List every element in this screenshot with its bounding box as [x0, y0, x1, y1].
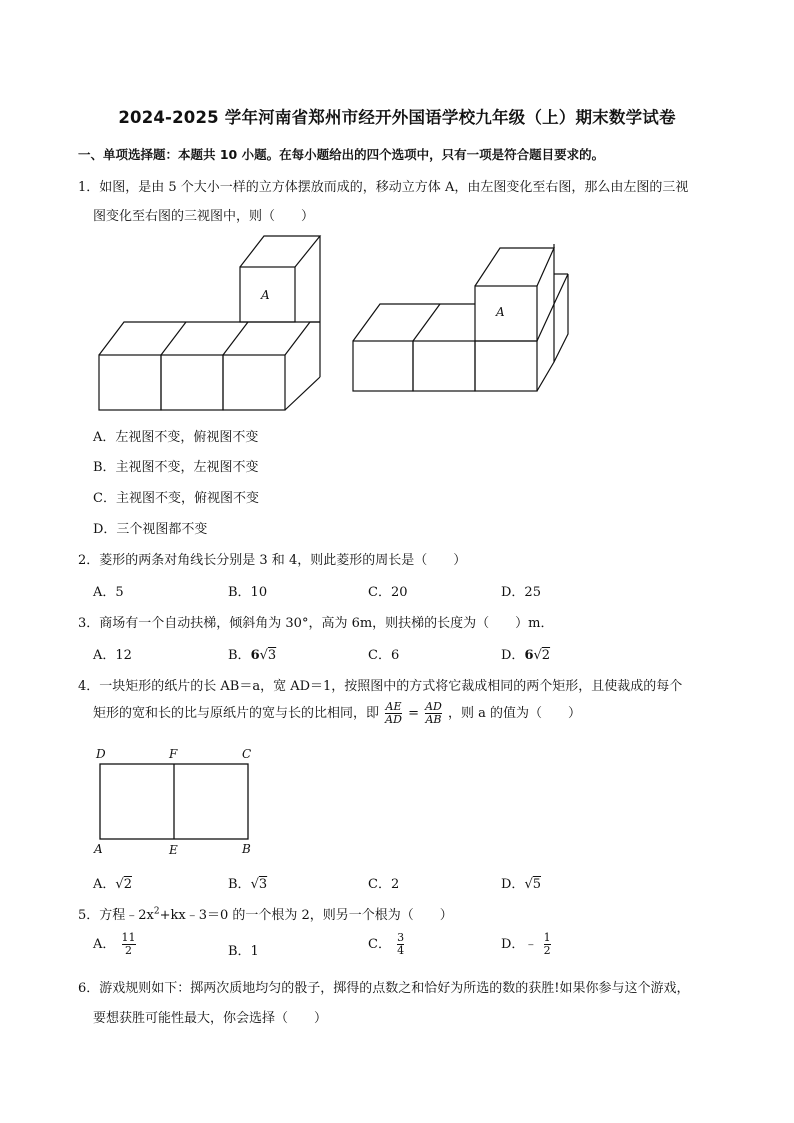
- q4-option-a-radicand: 2: [123, 877, 132, 892]
- q1-option-b: B．主视图不变，左视图不变: [93, 460, 259, 475]
- q4-line1: 4．一块矩形的纸片的长 AB＝a，宽 AD＝1，按照图中的方式将它裁成相同的两个矩形，且使裁成的每个: [78, 679, 683, 694]
- sqrt-symbol: √: [259, 648, 268, 663]
- q3-option-b-prefix: B．: [228, 648, 251, 663]
- q5-option-d-den: 2: [543, 944, 551, 957]
- q3-option-d-coef: 6: [524, 648, 534, 663]
- q1-left-cube-label: A: [261, 288, 270, 302]
- q5-option-a: [93, 932, 138, 957]
- sqrt-symbol: √: [533, 648, 542, 663]
- q3-option-d-radicand: 2: [541, 648, 551, 663]
- q3-option-b: [228, 644, 276, 663]
- sqrt-symbol: √: [115, 877, 124, 892]
- q5-option-a-den: 2: [125, 944, 133, 957]
- section-heading: 一、单项选择题：本题共 10 小题。在每小题给出的四个选项中，只有一项是符合题目要求的。: [78, 147, 605, 162]
- q4-option-c: [368, 873, 399, 892]
- q5-option-c-prefix: C．: [368, 937, 391, 952]
- q4-fraction-2: [425, 701, 442, 726]
- q5-option-d-num: 1: [543, 931, 551, 944]
- q2-option-c: C．20: [368, 585, 408, 600]
- q5-option-a-prefix: A．: [93, 937, 116, 952]
- q4-option-b-prefix: B．: [228, 877, 251, 892]
- q5-option-b: B．1: [228, 944, 259, 959]
- sqrt-symbol: √: [250, 877, 259, 892]
- q4-label-b: B: [242, 842, 251, 856]
- q4-label-c: C: [242, 747, 252, 761]
- page-title: 2024-2025 学年河南省郑州市经开外国语学校九年级（上）期末数学试卷: [118, 108, 676, 127]
- q3-text: 3．商场有一个自动扶梯，倾斜角为 30°，高为 6m，则扶梯的长度为（ ）m．: [78, 616, 554, 631]
- q4-frac1-den: AD: [385, 713, 402, 726]
- q1-option-c: C．主视图不变，俯视图不变: [93, 491, 259, 506]
- q5-option-c-num: 3: [397, 931, 405, 944]
- q3-option-b-coef: 6: [250, 648, 260, 663]
- q5-text-a: 5．方程﹣2x: [78, 908, 154, 923]
- q5-text-b: +kx﹣3＝0 的一个根为 2，则另一个根为（ ）: [159, 908, 453, 923]
- q4-frac2-num: AD: [425, 700, 442, 713]
- q4-line2-suffix: ，则 a 的值为（ ）: [448, 706, 582, 721]
- q4-fraction-1: [385, 701, 402, 726]
- q4-label-d: D: [96, 747, 106, 761]
- q5-text: [78, 904, 453, 923]
- q2-option-b: B．10: [228, 585, 268, 600]
- q5-option-c-den: 4: [397, 944, 405, 957]
- q1-line2: 图变化至右图的三视图中，则（ ）: [93, 209, 315, 224]
- q2-text: 2．菱形的两条对角线长分别是 3 和 4，则此菱形的周长是（ ）: [78, 553, 467, 568]
- q5-option-a-num: 11: [121, 931, 136, 944]
- q3-option-b-radicand: 3: [267, 648, 277, 663]
- q4-option-a: [93, 873, 132, 892]
- q4-option-d: [501, 873, 541, 892]
- q1-figure-left: [94, 232, 326, 414]
- q4-label-e: E: [169, 843, 178, 857]
- q4-label-a: A: [94, 842, 103, 856]
- q4-option-c-prefix: C．: [368, 877, 391, 892]
- sqrt-symbol: √: [524, 877, 533, 892]
- q5-option-c-fraction: [397, 932, 404, 957]
- q4-rectangle-figure: [98, 762, 252, 842]
- q6-line1: 6．游戏规则如下：掷两次质地均匀的骰子，掷得的点数之和恰好为所选的数的获胜!如果你参与这个游戏，: [78, 981, 690, 996]
- q5-option-d-fraction: [544, 932, 551, 957]
- q4-frac2-den: AB: [425, 713, 442, 726]
- q4-option-b: [228, 873, 267, 892]
- q1-line1: 1．如图，是由 5 个大小一样的立方体摆放而成的，移动立方体 A，由左图变化至右图，那么由左图的三视: [78, 180, 689, 195]
- q1-figure-right: [348, 244, 574, 394]
- q4-line2: [93, 701, 581, 726]
- q5-option-d-prefix: D．﹣: [501, 937, 538, 952]
- q4-equals: =: [408, 706, 419, 721]
- q3-option-d-prefix: D．: [501, 648, 525, 663]
- q5-option-c: [368, 932, 406, 957]
- q2-option-d: D．25: [501, 585, 541, 600]
- q2-option-a: A．5: [93, 585, 124, 600]
- q4-option-d-radicand: 5: [532, 877, 542, 892]
- q4-option-a-prefix: A．: [93, 877, 116, 892]
- q5-option-d: [501, 932, 553, 957]
- q4-option-d-prefix: D．: [501, 877, 525, 892]
- q3-option-a: A．12: [93, 648, 132, 663]
- q4-line2-prefix: 矩形的宽和长的比与原纸片的宽与长的比相同，即: [93, 706, 380, 721]
- q1-option-a: A．左视图不变，俯视图不变: [93, 430, 259, 445]
- q5-option-a-fraction: [122, 932, 136, 957]
- q3-option-c: C．6: [368, 648, 400, 663]
- q4-frac1-num: AE: [385, 700, 402, 713]
- q5-exponent: 2: [153, 906, 160, 917]
- q4-option-c-value: 2: [390, 877, 400, 892]
- q1-option-d: D．三个视图都不变: [93, 522, 208, 537]
- q3-option-d: [501, 644, 550, 663]
- q4-label-f: F: [169, 747, 178, 761]
- q6-line2: 要想获胜可能性最大，你会选择（ ）: [93, 1011, 328, 1026]
- q4-option-b-radicand: 3: [258, 877, 268, 892]
- q1-right-cube-label: A: [496, 305, 505, 319]
